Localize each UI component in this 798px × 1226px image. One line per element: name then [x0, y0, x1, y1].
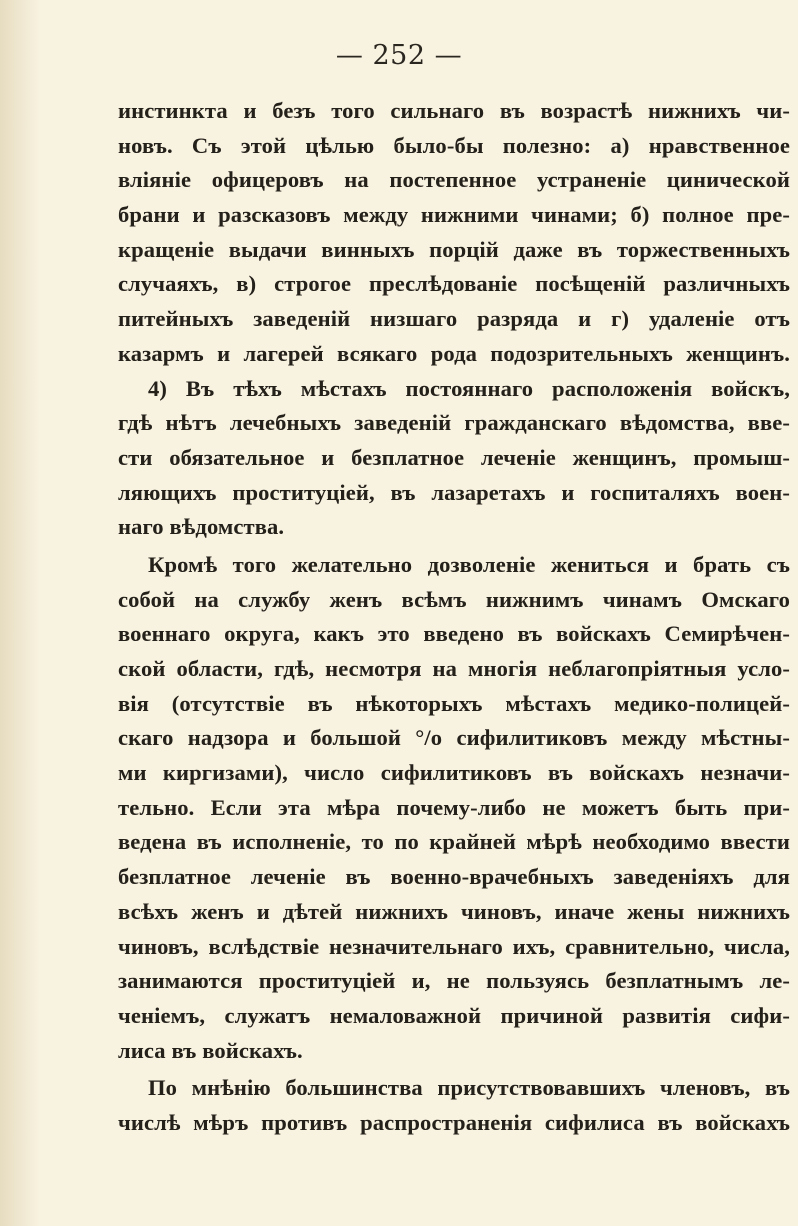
text-line: чиновъ, вслѣдствіе незначительнаго ихъ, сравнительно, числа,	[118, 933, 790, 959]
text-line: скаго надзора и большой °/о сифилитиковъ между мѣстны-	[118, 725, 790, 751]
text-line: ченіемъ, служатъ немаловажной причиной развитія сифи-	[118, 1002, 790, 1028]
text-line: питейныхъ заведеній низшаго разряда и г) удаленіе отъ	[118, 306, 790, 332]
text-line: вія (отсутствіе въ нѣкоторыхъ мѣстахъ медико-полицей-	[118, 690, 790, 716]
text-line: 4) Въ тѣхъ мѣстахъ постояннаго расположенія войскъ,	[148, 375, 790, 401]
text-line: вліяніе офицеровъ на постепенное устраненіе цинической	[118, 167, 790, 193]
text-line: новъ. Съ этой цѣлью было-бы полезно: а) нравственное	[118, 132, 790, 158]
text-line: числѣ мѣръ противъ распространенія сифилиса въ войскахъ	[118, 1109, 790, 1135]
text-line: лиса въ войскахъ.	[118, 1037, 303, 1063]
text-line: брани и разсказовъ между нижними чинами; б) полное пре-	[118, 202, 790, 228]
text-line: По мнѣнію большинства присутствовавшихъ членовъ, въ	[148, 1075, 790, 1101]
text-line: инстинкта и безъ того сильнаго въ возрастѣ нижнихъ чи-	[118, 98, 790, 123]
text-line: Кромѣ того желательно дозволеніе жениться и брать съ	[148, 551, 790, 577]
text-line: ми киргизами), число сифилитиковъ въ войскахъ незначи-	[118, 760, 790, 786]
text-line: гдѣ нѣтъ лечебныхъ заведеній гражданскаго вѣдомства, вве-	[118, 410, 790, 436]
text-line: занимаются проституціей и, не пользуясь безплатнымъ ле-	[118, 968, 790, 994]
text-line: ской области, гдѣ, несмотря на многія неблагопріятныя усло-	[118, 656, 790, 681]
text-line: собой на службу женъ всѣмъ нижнимъ чинамъ Омскаго	[118, 586, 790, 612]
text-line: ляющихъ проституціей, въ лазаретахъ и госпиталяхъ воен-	[118, 479, 790, 505]
text-line: наго вѣдомства.	[118, 514, 285, 540]
text-line: ведена въ исполненіе, то по крайней мѣрѣ необходимо ввести	[118, 829, 790, 855]
text-line: тельно. Если эта мѣра почему-либо не можетъ быть при-	[118, 794, 790, 820]
text-line: кращеніе выдачи винныхъ порцій даже въ торжественныхъ	[118, 236, 790, 262]
body-text	[118, 94, 790, 1141]
text-line: случаяхъ, в) строгое преслѣдованіе посѣщеній различныхъ	[118, 271, 790, 297]
text-line: сти обязательное и безплатное леченіе женщинъ, промыш-	[118, 444, 790, 470]
text-line: безплатное леченіе въ военно-врачебныхъ заведеніяхъ для	[118, 864, 790, 890]
text-line: военнаго округа, какъ это введено въ войскахъ Семирѣчен-	[118, 621, 790, 647]
page-number: — 252 —	[335, 40, 463, 71]
text-line: казармъ и лагерей всякаго рода подозрительныхъ женщинъ.	[118, 340, 790, 366]
text-line: всѣхъ женъ и дѣтей нижнихъ чиновъ, иначе жены нижнихъ	[118, 898, 790, 924]
